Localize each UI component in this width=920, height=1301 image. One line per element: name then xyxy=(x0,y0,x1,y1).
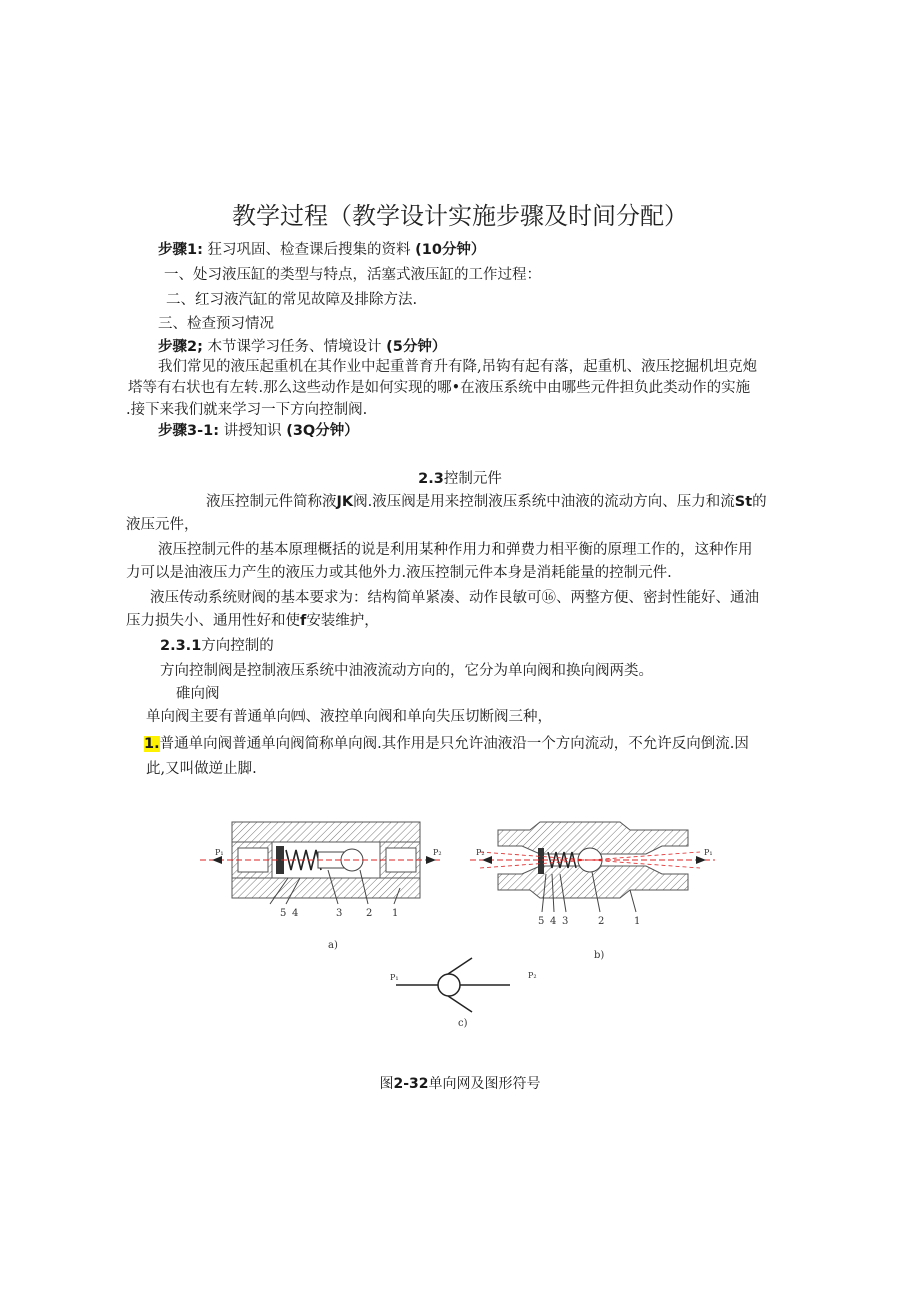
subsection-heading xyxy=(160,636,274,656)
fig-a-num-2: 2 xyxy=(366,908,373,919)
figure-caption xyxy=(0,1073,920,1093)
subsection-name: 方向控制的 xyxy=(201,638,274,654)
step1-label: 步骤1: xyxy=(158,242,203,258)
step3-text: 讲授知识 xyxy=(223,423,282,439)
valve-a-drawing xyxy=(200,822,440,904)
caption-text: 单向网及图形符号 xyxy=(428,1076,541,1092)
para7-line2: 此,又叫做逆止脚. xyxy=(146,761,257,777)
para1-text-a: 液压控制元件简称液 xyxy=(206,494,337,510)
intro-line-2: 塔等有右状也有左转.那么这些动作是如何实现的哪•在液压系统中由哪些元件担负此类动作的实施 xyxy=(128,380,751,396)
para6-text-a: 单向阀主要有普通单向 xyxy=(146,709,291,725)
fig-b-num-3: 3 xyxy=(562,916,569,927)
fig-b-p2-label: P₂ xyxy=(476,848,485,857)
check-valve-symbol xyxy=(396,958,510,1012)
fig-c-p1-label: P₁ xyxy=(390,973,399,982)
fig-b-num-2: 2 xyxy=(598,916,605,927)
para3-symbol: ⑯ xyxy=(541,590,556,606)
fig-a-num-4: 4 xyxy=(292,908,299,919)
para1-st: St xyxy=(734,494,753,510)
para6 xyxy=(146,707,552,727)
fig-b-num-1: 1 xyxy=(634,916,641,927)
para3-text-a: 液压传动系统财阀的基本要求为：结构简单紧凑、动作艮敏可 xyxy=(150,590,542,606)
para3-text-b: 、两整方便、密封性能好、通油 xyxy=(556,590,759,606)
intro-line-3: .接下来我们就来学习一下方向控制阀. xyxy=(126,402,368,418)
step2-text: 木节课学习任务、情境设计 xyxy=(207,339,382,355)
step1-line xyxy=(158,240,485,260)
caption-number: 2-32 xyxy=(393,1076,429,1092)
valve-b-drawing xyxy=(470,822,715,912)
fig-label-a: a) xyxy=(328,940,338,951)
review-item-2: 二、红习液汽缸的常见故障及排除方法. xyxy=(166,292,418,308)
para5: 碓向阀 xyxy=(176,686,220,702)
para7-number: 1. xyxy=(144,736,160,752)
fig-a-p1-label: P₁ xyxy=(215,848,224,857)
fig-c-p2-label: P₂ xyxy=(528,971,537,980)
subsection-number: 2.3.1 xyxy=(160,638,202,654)
intro-line-1: 我们常见的液压起重机在其作业中起重普育升有降,吊钩有起有落，起重机、液压挖掘机坦克炮 xyxy=(158,359,758,375)
step3-label: 步骤3-1: xyxy=(158,423,219,439)
para1-text-b: 阀.液压阀是用来控制液压系统中油液的流动方向、压力和流 xyxy=(353,494,735,510)
section-name: 控制元件 xyxy=(443,471,502,487)
step1-text: 狂习巩固、检查课后搜集的资料 xyxy=(207,242,411,258)
para6-symbol: ㈣ xyxy=(291,709,306,725)
para1-text-c: 的 xyxy=(752,494,767,510)
para1-line2: 液压元件， xyxy=(126,517,199,533)
para3-f: f xyxy=(300,613,307,629)
fig-label-b: b) xyxy=(594,950,605,961)
para7-line1 xyxy=(144,734,749,754)
para2-line2: 力可以是油液压力产生的液压力或其他外力.液压控制元件本身是消耗能量的控制元件. xyxy=(126,565,672,581)
section-number: 2.3 xyxy=(418,471,444,487)
fig-b-p1-label: P₁ xyxy=(704,848,713,857)
para6-text-b: 、液控单向阀和单向失压切断阀三种， xyxy=(305,709,552,725)
step3-time: (3Q分钟） xyxy=(286,423,359,439)
fig-a-p2-label: P₂ xyxy=(433,848,442,857)
review-item-1: 一、处习液压缸的类型与特点，活塞式液压缸的工作过程： xyxy=(164,267,541,283)
fig-b-num-5: 5 xyxy=(538,916,545,927)
section-heading xyxy=(0,469,920,489)
step1-time: (10分钟） xyxy=(415,242,486,258)
para7-text-a: 普通单向阀普通单向阀简称单向阀.其作用是只允许油液沿一个方向流动，不允许反向倒流.因 xyxy=(159,736,749,752)
para3-line2 xyxy=(126,611,379,631)
para1-jk: JK xyxy=(336,494,354,510)
step3-line xyxy=(158,421,359,441)
para2-line1: 液压控制元件的基本原理概括的说是利用某种作用力和弹费力相平衡的原理工作的，这种作用 xyxy=(158,542,753,558)
step2-label: 步骤2; xyxy=(158,339,203,355)
fig-label-c: c) xyxy=(458,1018,468,1029)
para1-line1 xyxy=(206,492,767,512)
page-title: 教学过程（教学设计实施步骤及时间分配） xyxy=(232,202,688,230)
para3-line1 xyxy=(150,588,759,608)
step2-time: (5分钟） xyxy=(386,339,447,355)
check-valve-figure xyxy=(200,808,730,1038)
para4: 方向控制阀是控制液压系统中油液流动方向的，它分为单向阀和换向阀两类。 xyxy=(160,663,653,679)
para3-text-d: 安装维护， xyxy=(306,613,379,629)
caption-prefix: 图 xyxy=(379,1076,394,1092)
fig-a-num-1: 1 xyxy=(392,908,399,919)
fig-a-num-5: 5 xyxy=(280,908,287,919)
review-item-3: 三、检查预习情况 xyxy=(158,316,274,332)
para3-text-c: 压力损失小、通用性好和使 xyxy=(126,613,300,629)
step2-line xyxy=(158,337,446,357)
fig-b-num-4: 4 xyxy=(550,916,557,927)
fig-a-num-3: 3 xyxy=(336,908,343,919)
